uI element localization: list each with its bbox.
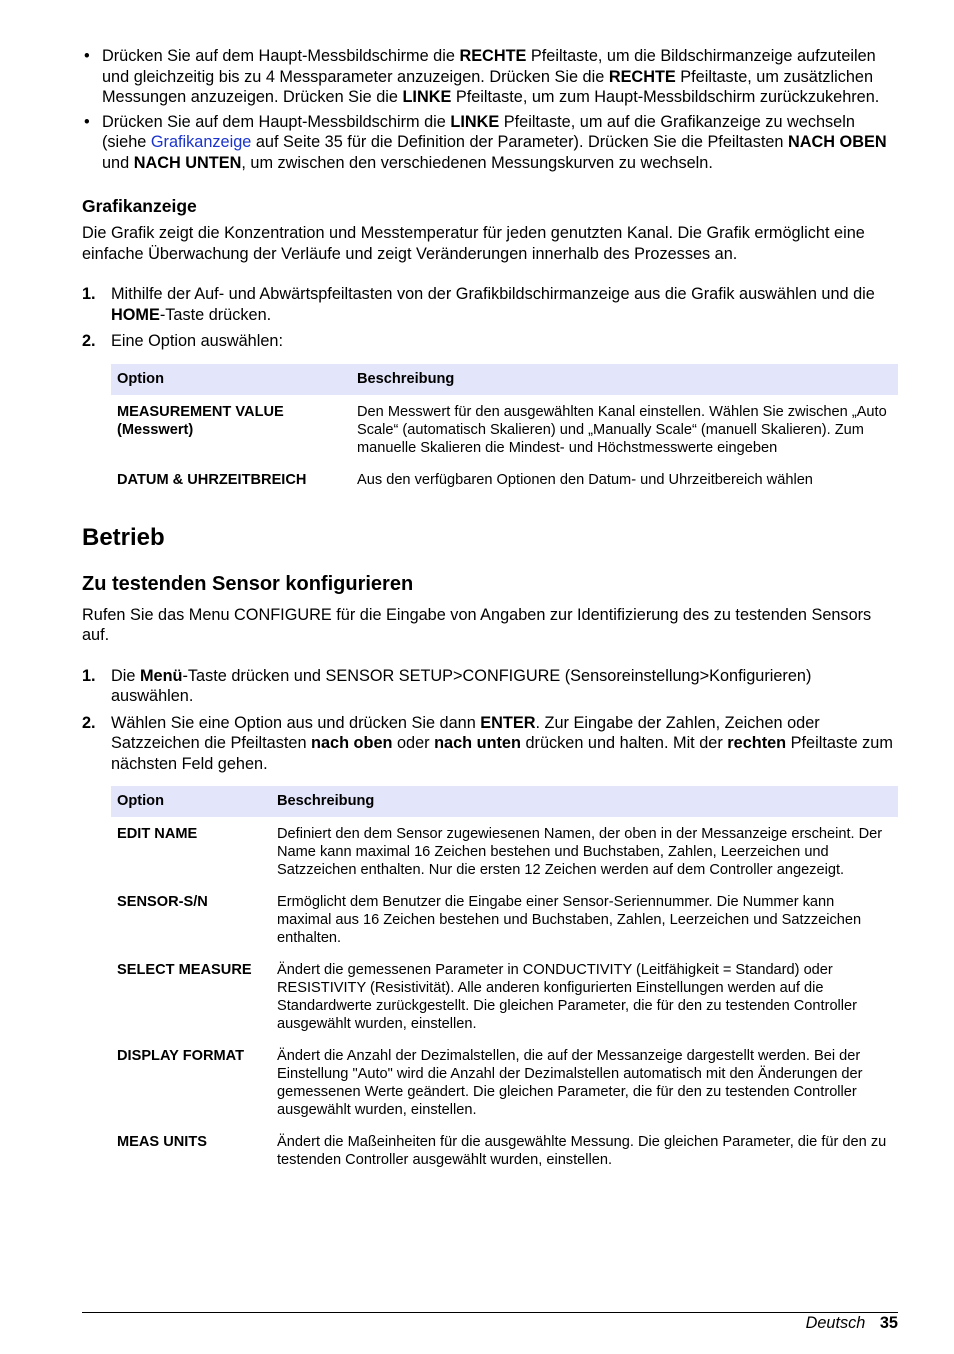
betrieb-heading: Betrieb: [82, 523, 165, 551]
grafikanzeige-heading: Grafikanzeige: [82, 196, 197, 216]
emphasis-text: nach unten: [434, 734, 521, 752]
table-row: [111, 1125, 898, 1175]
intro-bullet-list: [82, 46, 898, 173]
option-description: Den Messwert für den ausgewählten Kanal einstellen. Wählen Sie zwischen „Auto Scale“ (automatisch Skalieren) und „Manually Scale“ (manuell Skalieren). Zum manuelle Skalieren die Mindest- und Höchstmesswerte eingeben: [357, 403, 887, 456]
emphasis-text: LINKE: [402, 88, 452, 106]
step-item: [82, 713, 898, 775]
table-row: [111, 395, 898, 463]
step-number: 2.: [82, 332, 96, 350]
emphasis-text: NACH UNTEN: [133, 153, 242, 172]
emphasis-text: NACH OBEN: [788, 133, 887, 151]
intro-bullet: [82, 46, 898, 108]
option-description: Aus den verfügbaren Optionen den Datum- und Uhrzeitbereich wählen: [357, 471, 813, 488]
cross-reference-link[interactable]: Grafikanzeige: [150, 133, 252, 151]
option-description: Ändert die Anzahl der Dezimalstellen, die auf der Messanzeige dargestellt werden. Bei der Einstellung "Auto" wird die Anzahl der Dezimalstellen automatisch mit den Änderungen der gemessenen Werte geändert. Die gleichen Parameter, die für den zu testenden Controller ausgewählt wurden, einstellen.: [277, 1048, 863, 1118]
option-name: SELECT MEASURE: [117, 962, 252, 978]
option-description: Ändert die gemessenen Parameter in CONDUCTIVITY (Leitfähigkeit = Standard) oder RESISTIVITY (Resistivität). Alle anderen konfigurierten Einstellungen werden auf die Standardwerte zurückgestellt. Die gleichen Parameter, die für den zu testenden Controller ausgewählt wurden, einstellen.: [277, 962, 858, 1032]
text-run: oder: [392, 734, 435, 752]
text-run: Eine Option auswählen:: [111, 332, 283, 350]
page-content: [82, 46, 898, 1175]
text-run: Drücken Sie auf dem Haupt-Messbildschirme die: [102, 47, 460, 65]
footer-language: Deutsch: [805, 1314, 866, 1332]
step-number: 1.: [82, 666, 96, 685]
intro-bullet: [82, 112, 898, 174]
text-run: Pfeiltaste, um die Bildschirmanzeige aufzuteilen und gleichzeitig bis zu 4 Messparameter anzuzeigen. Drücken Sie die: [102, 47, 876, 86]
emphasis-text: ENTER: [480, 713, 536, 732]
text-run: Drücken Sie auf dem Haupt-Messbildschirm die: [102, 112, 451, 131]
grafik-steps: [82, 284, 898, 352]
table-row: [111, 953, 898, 1039]
column-header-description: Beschreibung: [271, 786, 898, 817]
sensor-config-heading: Zu testenden Sensor konfigurieren: [82, 572, 414, 595]
column-header-description: Beschreibung: [351, 364, 898, 395]
option-name: MEAS UNITS: [117, 1134, 207, 1150]
emphasis-text: rechten: [727, 734, 787, 752]
text-run: -Taste drücken.: [159, 305, 272, 324]
text-run: , um zwischen den verschiedenen Messungskurven zu wechseln.: [241, 153, 713, 172]
option-name: EDIT NAME: [117, 826, 198, 842]
table-header-row: [111, 364, 898, 395]
option-name: DISPLAY FORMAT: [117, 1048, 245, 1064]
grafikanzeige-paragraph: Die Grafik zeigt die Konzentration und Messtemperatur für jeden genutzten Kanal. Die Grafik ermöglicht eine einfache Überwachung der Verläufe und zeigt Veränderungen innerhalb des Prozesses an.: [82, 224, 865, 263]
text-run: auf Seite 35 für die Definition der Parameter). Drücken Sie die Pfeiltasten: [251, 133, 788, 151]
option-name: SENSOR-S/N: [117, 894, 208, 910]
option-description: Ändert die Maßeinheiten für die ausgewählte Messung. Die gleichen Parameter, die für den zu testenden Controller ausgewählt wurden, einstellen.: [277, 1134, 887, 1168]
emphasis-text: LINKE: [450, 112, 500, 131]
option-name: MEASUREMENT VALUE (Messwert): [117, 403, 284, 438]
option-description: Definiert den dem Sensor zugewiesenen Namen, der oben in der Messanzeige erscheint. Der Name kann maximal 16 Zeichen bestehen und Buchstaben, Zahlen, Leerzeichen und Satzzeichen enthalten. Nur die ersten 12 Zeichen werden auf dem Controller angezeigt.: [277, 826, 883, 878]
emphasis-text: Menü: [139, 666, 183, 685]
grafik-options-table: [111, 364, 898, 495]
text-run: Mithilfe der Auf- und Abwärtspfeiltasten von der Grafikbildschirmanzeige aus die Grafik auswählen und die: [111, 285, 875, 303]
text-run: Pfeiltaste zum nächsten Feld gehen.: [111, 734, 893, 773]
column-header-option: Option: [111, 786, 271, 817]
footer-divider: [82, 1312, 898, 1313]
step-text: [111, 667, 811, 706]
table-header-row: [111, 786, 898, 817]
table-row: [111, 463, 898, 495]
step-item: [82, 284, 898, 325]
step-number: 1.: [82, 285, 96, 303]
sensor-config-paragraph: Rufen Sie das Menu CONFIGURE für die Eingabe von Angaben zur Identifizierung des zu testenden Sensors auf.: [82, 605, 872, 644]
option-description: Ermöglicht dem Benutzer die Eingabe einer Sensor-Seriennummer. Die Nummer kann maximal aus 16 Zeichen bestehen und Buchstaben, Zahlen, Leerzeichen und Satzzeichen enthalten.: [277, 894, 862, 946]
page-footer: [806, 1313, 898, 1333]
step-text: [111, 714, 893, 773]
emphasis-text: nach oben: [311, 734, 393, 752]
text-run: Pfeiltaste, um zum Haupt-Messbildschirm zurückzukehren.: [451, 88, 880, 106]
text-run: Pfeiltaste, um zusätzlichen Messungen anzuzeigen. Drücken Sie die: [102, 67, 874, 106]
sensor-config-steps: [82, 666, 898, 775]
table-row: [111, 885, 898, 953]
step-item: [82, 666, 898, 707]
step-text: [111, 285, 875, 324]
text-run: Die: [111, 666, 140, 685]
emphasis-text: RECHTE: [608, 67, 676, 86]
sensor-config-options-table: [111, 786, 898, 1175]
step-number: 2.: [82, 713, 96, 732]
table-row: [111, 1039, 898, 1125]
step-text: [111, 332, 283, 350]
option-name: DATUM & UHRZEITBREICH: [117, 471, 307, 488]
emphasis-text: RECHTE: [459, 47, 527, 65]
emphasis-text: HOME: [111, 305, 160, 324]
column-header-option: Option: [111, 364, 351, 395]
text-run: . Zur Eingabe der Zahlen, Zeichen oder Satzzeichen die Pfeiltasten: [111, 713, 820, 752]
step-item: [82, 331, 898, 352]
text-run: drücken und halten. Mit der: [520, 734, 728, 752]
page-number: 35: [879, 1314, 898, 1332]
text-run: Pfeiltaste, um auf die Grafikanzeige zu wechseln (siehe: [102, 112, 855, 151]
text-run: -Taste drücken und SENSOR SETUP>CONFIGURE (Sensoreinstellung>Konfigurieren) auswählen.: [111, 666, 812, 705]
text-run: Wählen Sie eine Option aus und drücken Sie dann: [111, 713, 481, 732]
table-row: [111, 817, 898, 885]
text-run: und: [102, 153, 134, 172]
